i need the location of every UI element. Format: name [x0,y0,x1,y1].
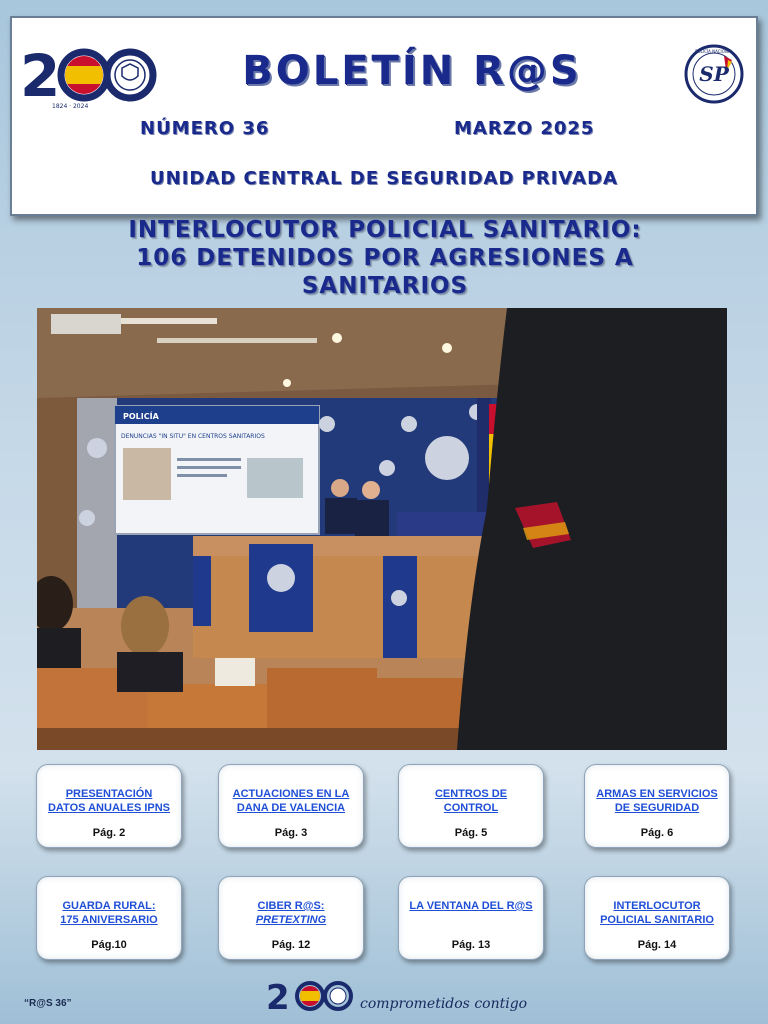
card-presentacion[interactable] [36,764,182,848]
screen-brand: POLICÍA [123,412,159,421]
card-link[interactable]: CENTROS DE CONTROL [434,788,508,814]
card-ciber-ras[interactable] [218,876,364,960]
screen-title: DENUNCIAS "IN SITU" EN CENTROS SANITARIOS [121,433,265,440]
card-ventana[interactable] [398,876,544,960]
card-page: Pág. 2 [92,827,126,839]
headline-line-1: INTERLOCUTOR POLICIAL SANITARIO: [128,217,642,243]
card-link[interactable]: PRESENTACIÓN DATOS ANUALES IPNS [47,788,171,814]
card-link[interactable]: GUARDA RURAL: 175 ANIVERSARIO [60,900,158,926]
logo-ring-text: POLICÍA NACIONAL [695,49,733,54]
footer-issue-code: “R@S 36” [24,998,72,1009]
headline-line-3: SANITARIOS [301,273,469,299]
police-emblem-icon [425,436,469,480]
logo-sp-letters: SP [699,62,729,86]
card-dana-valencia[interactable] [218,764,364,848]
card-page: Pág. 6 [640,827,674,839]
masthead [10,16,758,216]
headline-line-2: 106 DETENIDOS POR AGRESIONES A [136,245,634,271]
logo-years: 1824 · 2024 [52,103,89,110]
card-link[interactable]: INTERLOCUTOR POLICIAL SANITARIO [600,900,714,926]
card-page: Pág.10 [91,939,127,951]
svg-text:2: 2 [20,42,61,110]
unit-name: UNIDAD CENTRAL DE SEGURIDAD PRIVADA [150,168,618,189]
card-centros-control[interactable] [398,764,544,848]
card-page: Pág. 14 [637,939,677,951]
card-page: Pág. 3 [274,827,308,839]
card-armas[interactable] [584,764,730,848]
card-page: Pág. 13 [451,939,491,951]
card-link[interactable]: ARMAS EN SERVICIOS DE SEGURIDAD [596,788,718,814]
card-link[interactable]: CIBER R@S: PRETEXTING [255,900,327,926]
card-page: Pág. 5 [454,827,488,839]
issue-number: NÚMERO 36 [140,118,270,139]
footer-slogan: comprometidos contigo [360,996,528,1012]
card-link[interactable]: LA VENTANA DEL R@S [409,900,533,912]
bicentenary-200-logo [18,40,158,110]
card-page: Pág. 12 [271,939,311,951]
footer-200-logo [266,976,356,1016]
card-guarda-rural[interactable] [36,876,182,960]
projector-icon [51,314,121,334]
card-interlocutor[interactable] [584,876,730,960]
card-link[interactable]: ACTUACIONES EN LA DANA DE VALENCIA [232,788,350,814]
main-headline [40,216,730,300]
bulletin-title: BOLETÍN R@S [242,48,582,94]
svg-text:2: 2 [266,978,290,1016]
seguridad-privada-logo [684,44,744,104]
issue-date: MARZO 2025 [454,118,595,139]
conference-photo [37,308,727,750]
